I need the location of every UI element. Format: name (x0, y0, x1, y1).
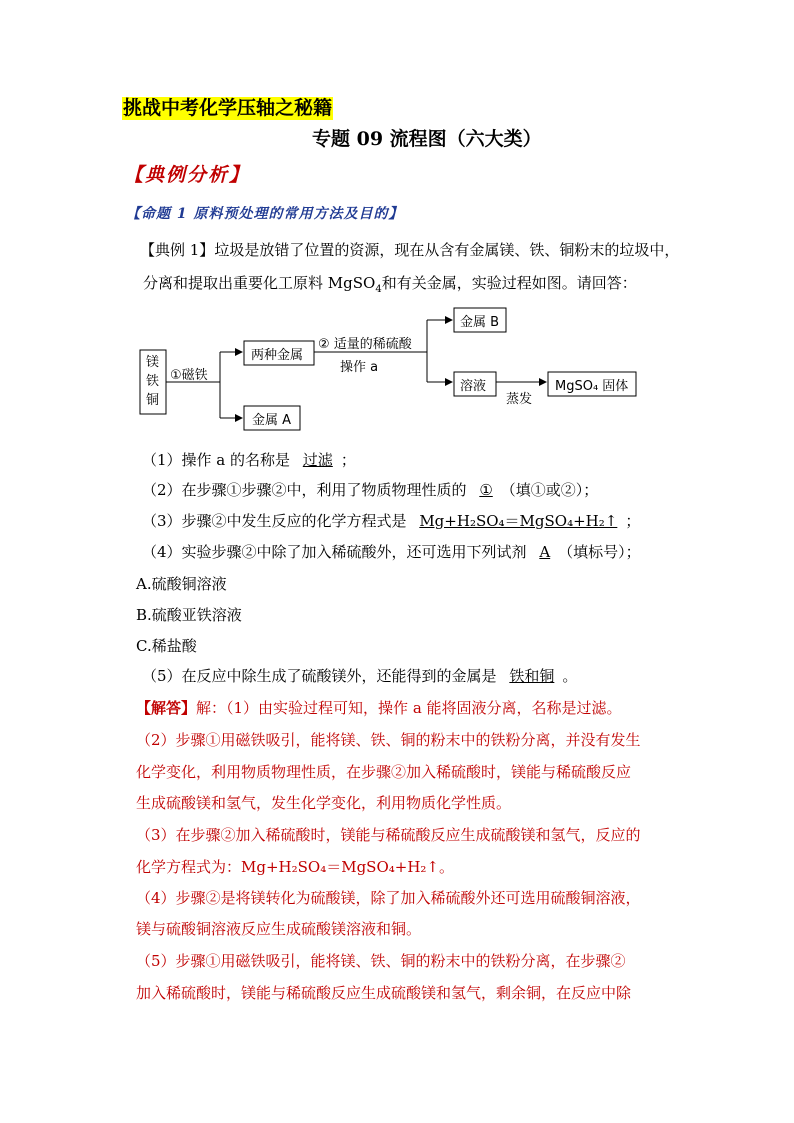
solution-p5-line-1: （5）步骤①用磁铁吸引，能将镁、铁、铜的粉末中的铁粉分离，在步骤② (136, 952, 626, 970)
solution-p5-line-2: 加入稀硫酸时，镁能与稀硫酸反应生成硫酸镁和氢气，剩余铜，在反应中除 (136, 984, 632, 1002)
answer-1: 过滤 (302, 451, 333, 469)
step1-label: ①磁铁 (170, 368, 208, 383)
example-line-2: 分离和提取出重要化工原料 MgSO$_4$和有关金属，实验过程如图。请回答： (143, 274, 637, 295)
metal-a-label: 金属 A (252, 413, 292, 428)
solution-p3-line-1: （3）在步骤②加入稀硫酸时，镁能与稀硫酸反应生成硫酸镁和氢气，反应的 (136, 826, 641, 844)
answer-2: ① (479, 481, 493, 499)
metal-b-label: 金属 B (460, 315, 500, 330)
solution-p3-line-2: 化学方程式为：Mg+H₂SO₄＝MgSO₄+H₂↑。 (136, 858, 454, 876)
product-label: MgSO₄ 固体 (555, 379, 629, 394)
step2-label: ② 适量的稀硫酸 (318, 337, 412, 352)
answer-5: 铁和铜 (509, 667, 555, 685)
solution-p2-line-1: （2）步骤①用磁铁吸引，能将镁、铁、铜的粉末中的铁粉分离，并没有发生 (136, 731, 641, 749)
example-text-1: 垃圾是放错了位置的资源，现在从含有金属镁、铁、铜粉末的垃圾中， (214, 241, 680, 259)
flow-diagram (130, 300, 650, 444)
start-materials: 镁 铁 铜 (146, 355, 160, 408)
option-b: B.硫酸亚铁溶液 (136, 606, 242, 624)
example-line-1 (140, 240, 679, 260)
two-metals-label: 两种金属 (251, 348, 304, 363)
question-2: （2）在步骤①步骤②中，利用了物质物理性质的 ① （填①或②）； (142, 481, 599, 499)
operation-label: 操作 a (340, 360, 379, 375)
solution-label: 溶液 (460, 379, 487, 394)
solution-p2-line-2: 化学变化，利用物质物理性质，在步骤②加入稀硫酸时，镁能与稀硫酸反应 (136, 763, 632, 781)
solution-label: 【解答】 (136, 699, 197, 717)
answer-3: Mg+H₂SO₄＝MgSO₄+H₂↑ (419, 512, 618, 530)
flow-diagram-lines (130, 300, 650, 440)
option-a: A.硫酸铜溶液 (136, 575, 227, 593)
question-3: （3）步骤②中发生反应的化学方程式是 Mg+H₂SO₄＝MgSO₄+H₂↑ ； (142, 512, 641, 530)
option-c: C.稀盐酸 (136, 637, 197, 655)
solution-p4-line-2: 镁与硫酸铜溶液反应生成硫酸镁溶液和铜。 (136, 920, 422, 938)
solution-p2-line-3: 生成硫酸镁和氢气，发生化学变化，利用物质化学性质。 (136, 794, 512, 812)
answer-4: A (539, 543, 551, 561)
banner: 挑战中考化学压轴之秘籍 (123, 97, 333, 119)
question-5: （5）在反应中除生成了硫酸镁外，还能得到的金属是 铁和铜 。 (142, 667, 578, 685)
solution-line-1: 【解答】解：（1）由实验过程可知，操作 a 能将固液分离，名称是过滤。 (136, 699, 622, 717)
section-heading: 【典例分析】 (124, 164, 251, 186)
solution-p4-line-1: （4）步骤②是将镁转化为硫酸镁，除了加入稀硫酸外还可选用硫酸铜溶液， (136, 889, 641, 907)
question-4: （4）实验步骤②中除了加入稀硫酸外，还可选用下列试剂 A （填标号）； (142, 543, 641, 561)
page-title: 专题 09 流程图（六大类） (312, 128, 542, 150)
subsection-heading: 【命题 1 原料预处理的常用方法及目的】 (126, 206, 404, 222)
question-1: （1）操作 a 的名称是 过滤 ； (142, 451, 356, 469)
evaporation-label: 蒸发 (506, 392, 533, 407)
example-label: 【典例 1】 (140, 241, 215, 259)
